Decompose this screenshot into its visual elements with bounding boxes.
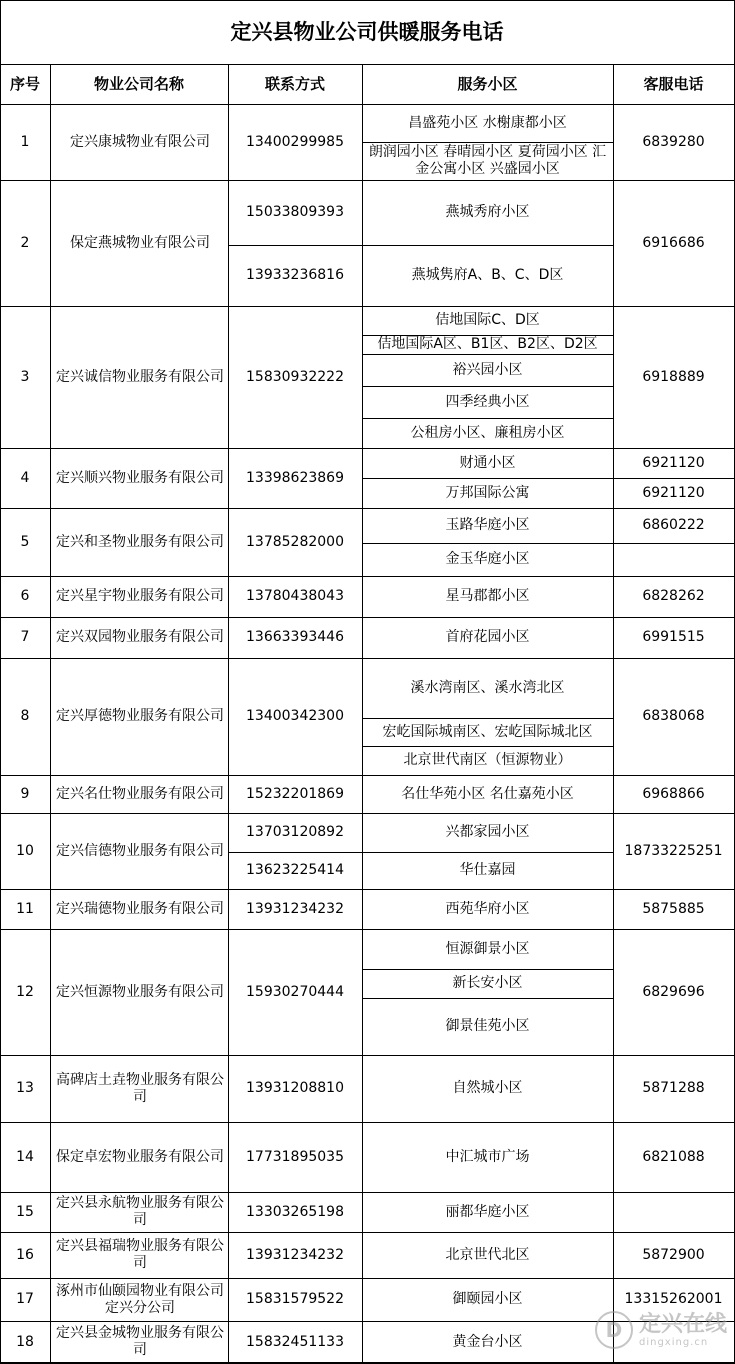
row-13-community <box>366 1055 609 1122</box>
row-17-number <box>0 1278 50 1321</box>
row-1-community <box>366 104 609 142</box>
row-12-community-text: 御景佳苑小区 <box>445 1018 530 1034</box>
row-9-service-phone <box>613 775 734 813</box>
row-12-service-phone <box>613 929 734 1055</box>
row-17-company-text: 涿州市仙颐园物业有限公司定兴分公司 <box>56 1282 224 1316</box>
row-4-community <box>366 448 609 478</box>
row-3-service-phone <box>613 306 734 448</box>
row-13-company <box>56 1055 224 1122</box>
table-title-text: 定兴县物业公司供暖服务电话 <box>230 19 504 44</box>
row-13-community-text: 自然城小区 <box>452 1080 523 1096</box>
row-11-service-phone-text: 5875885 <box>642 900 705 917</box>
row-12-contact-phone-text: 15930270444 <box>246 983 344 1000</box>
row-8-service-phone <box>613 658 734 775</box>
row-18-community <box>366 1321 609 1363</box>
row-11-contact-phone <box>228 889 362 929</box>
row-12-community-text: 恒源御景小区 <box>445 940 530 957</box>
row-2-contact-phone-text: 13933236816 <box>246 267 344 283</box>
row-14-company-text: 保定卓宏物业服务有限公司 <box>56 1148 224 1165</box>
row-12-number <box>0 929 50 1055</box>
row-10-community <box>366 813 609 852</box>
row-8-community-text: 宏屹国际城南区、宏屹国际城北区 <box>382 723 593 740</box>
row-8-community-text: 溪水湾南区、溪水湾北区 <box>410 679 565 696</box>
row-16-company <box>56 1232 224 1278</box>
header-no-text: 序号 <box>9 74 40 93</box>
row-5-service-phone-text: 6860222 <box>642 517 705 533</box>
row-5-service-phone <box>613 508 734 543</box>
row-2-community <box>366 245 609 306</box>
row-17-community-text: 御颐园小区 <box>452 1291 523 1307</box>
header-community-text: 服务小区 <box>457 74 518 93</box>
row-10-community <box>366 852 609 889</box>
row-13-number <box>0 1055 50 1122</box>
row-7-community-text: 首府花园小区 <box>445 629 530 645</box>
row-4-community-text: 万邦国际公寓 <box>445 484 530 501</box>
row-18-number <box>0 1321 50 1363</box>
row-3-number <box>0 306 50 448</box>
row-7-community <box>366 617 609 658</box>
row-16-company-text: 定兴县福瑞物业服务有限公司 <box>56 1238 224 1271</box>
row-11-company-text: 定兴瑞德物业服务有限公司 <box>56 900 224 917</box>
row-15-service-phone <box>613 1192 734 1232</box>
row-6-number-text: 6 <box>20 588 30 604</box>
row-8-number <box>0 658 50 775</box>
row-11-community-text: 西苑华府小区 <box>445 900 530 917</box>
row-13-service-phone-text: 5871288 <box>642 1080 705 1096</box>
row-9-contact-phone <box>228 775 362 813</box>
row-16-service-phone <box>613 1232 734 1278</box>
row-14-service-phone <box>613 1122 734 1192</box>
row-10-service-phone-text: 18733225251 <box>624 842 723 859</box>
row-11-number <box>0 889 50 929</box>
row-7-company <box>56 617 224 658</box>
row-13-company-text: 高碑店土垚物业服务有限公司 <box>56 1071 224 1105</box>
row-9-service-phone-text: 6968866 <box>642 785 705 802</box>
row-4-community <box>366 478 609 508</box>
row-12-company <box>56 929 224 1055</box>
row-13-contact-phone-text: 13931208810 <box>246 1080 344 1096</box>
row-10-company-text: 定兴信德物业服务有限公司 <box>56 842 224 859</box>
header-contact-text: 联系方式 <box>264 74 325 93</box>
row-18-contact-phone <box>228 1321 362 1363</box>
row-4-contact-phone <box>228 448 362 508</box>
row-1-company <box>56 104 224 180</box>
header-community <box>362 64 613 104</box>
watermark-site: dingxing.cn <box>638 1336 709 1348</box>
row-10-community-text: 兴都家园小区 <box>445 824 530 840</box>
row-12-community <box>366 929 609 969</box>
row-7-number <box>0 617 50 658</box>
row-8-company <box>56 658 224 775</box>
row-16-number <box>0 1232 50 1278</box>
row-3-community <box>366 306 609 335</box>
row-10-service-phone <box>613 813 734 889</box>
row-13-service-phone <box>613 1055 734 1122</box>
row-12-number-text: 12 <box>16 983 34 1000</box>
row-4-service-phone <box>613 478 734 508</box>
row-7-company-text: 定兴双园物业服务有限公司 <box>56 629 224 645</box>
row-5-number <box>0 508 50 576</box>
row-2-service-phone-text: 6916686 <box>642 234 705 251</box>
row-3-contact-phone-text: 15830932222 <box>246 368 344 385</box>
row-6-community <box>366 576 609 617</box>
row-15-company-text: 定兴县永航物业服务有限公司 <box>56 1195 224 1228</box>
row-2-community-text: 燕城隽府A、B、C、D区 <box>411 267 564 283</box>
row-10-contact-phone-text: 13703120892 <box>246 824 344 840</box>
row-4-company <box>56 448 224 508</box>
row-2-company-text: 保定燕城物业有限公司 <box>70 234 210 251</box>
row-2-contact-phone-text: 15033809393 <box>246 204 344 220</box>
row-1-service-phone-text: 6839280 <box>642 133 705 150</box>
row-1-contact-phone <box>228 104 362 180</box>
row-2-community-text: 燕城秀府小区 <box>445 204 530 220</box>
row-5-number-text: 5 <box>20 533 30 550</box>
row-6-service-phone-text: 6828262 <box>642 588 705 604</box>
row-16-contact-phone <box>228 1232 362 1278</box>
row-11-number-text: 11 <box>16 900 34 917</box>
row-7-contact-phone <box>228 617 362 658</box>
row-11-contact-phone-text: 13931234232 <box>246 900 344 917</box>
row-9-number <box>0 775 50 813</box>
row-9-number-text: 9 <box>20 785 30 802</box>
row-17-number-text: 17 <box>16 1291 34 1307</box>
row-12-community <box>366 969 609 998</box>
row-12-community <box>366 998 609 1055</box>
row-14-contact-phone <box>228 1122 362 1192</box>
row-15-community-text: 丽都华庭小区 <box>445 1203 530 1220</box>
row-18-company <box>56 1321 224 1363</box>
row-14-company <box>56 1122 224 1192</box>
row-5-service-phone <box>613 543 734 576</box>
row-18-contact-phone-text: 15832451133 <box>246 1333 344 1350</box>
row-5-community-text: 金玉华庭小区 <box>445 551 530 567</box>
column-line-1 <box>50 64 51 1363</box>
header-company <box>50 64 228 104</box>
row-14-community-text: 中汇城市广场 <box>445 1148 530 1165</box>
row-3-company <box>56 306 224 448</box>
row-9-community <box>366 775 609 813</box>
row-12-service-phone-text: 6829696 <box>642 983 705 1000</box>
row-18-number-text: 18 <box>16 1333 34 1350</box>
row-3-community <box>366 354 609 386</box>
row-1-service-phone <box>613 104 734 180</box>
row-18-community-text: 黄金台小区 <box>452 1333 523 1350</box>
row-8-contact-phone <box>228 658 362 775</box>
watermark-name: 定兴在线 <box>638 1311 727 1337</box>
row-6-company <box>56 576 224 617</box>
row-4-service-phone-text: 6921120 <box>642 454 705 471</box>
row-2-service-phone <box>613 180 734 306</box>
row-17-community <box>366 1278 609 1321</box>
row-2-company <box>56 180 224 306</box>
row-3-company-text: 定兴诚信物业服务有限公司 <box>56 368 224 385</box>
row-14-community <box>366 1122 609 1192</box>
row-3-number-text: 3 <box>20 368 30 385</box>
row-14-contact-phone-text: 17731895035 <box>246 1148 344 1165</box>
row-1-number-text: 1 <box>20 133 30 150</box>
row-14-number-text: 14 <box>16 1148 34 1165</box>
row-4-service-phone-text: 6921120 <box>642 484 705 501</box>
row-6-community-text: 星马郡都小区 <box>445 588 530 604</box>
row-12-contact-phone <box>228 929 362 1055</box>
table-title <box>0 0 734 64</box>
row-17-contact-phone-text: 15831579522 <box>246 1291 344 1307</box>
row-2-number <box>0 180 50 306</box>
row-5-company <box>56 508 224 576</box>
row-9-company <box>56 775 224 813</box>
row-10-contact-phone <box>228 813 362 852</box>
row-10-number-text: 10 <box>16 842 34 859</box>
watermark <box>595 1311 727 1349</box>
row-1-contact-phone-text: 13400299985 <box>246 133 344 150</box>
row-15-contact-phone <box>228 1192 362 1232</box>
row-1-community-text: 朗润园小区 春晴园小区 夏荷园小区 汇金公寓小区 兴盛园小区 <box>368 144 607 177</box>
row-15-number <box>0 1192 50 1232</box>
row-16-community-text: 北京世代北区 <box>445 1246 530 1263</box>
row-12-community-text: 新长安小区 <box>452 975 523 991</box>
row-14-number <box>0 1122 50 1192</box>
row-5-company-text: 定兴和圣物业服务有限公司 <box>56 533 224 550</box>
row-2-community <box>366 180 609 245</box>
row-14-service-phone-text: 6821088 <box>642 1148 705 1165</box>
row-10-company <box>56 813 224 889</box>
row-3-community-text: 佶地国际C、D区 <box>435 312 540 328</box>
row-9-company-text: 定兴名仕物业服务有限公司 <box>56 785 224 802</box>
row-10-number <box>0 813 50 889</box>
row-5-contact-phone <box>228 508 362 576</box>
row-3-community <box>366 335 609 354</box>
row-1-number <box>0 104 50 180</box>
row-6-number <box>0 576 50 617</box>
row-9-contact-phone-text: 15232201869 <box>246 785 344 802</box>
header-no <box>0 64 50 104</box>
row-16-contact-phone-text: 13931234232 <box>246 1246 344 1263</box>
row-4-service-phone <box>613 448 734 478</box>
row-6-company-text: 定兴星宇物业服务有限公司 <box>56 588 224 604</box>
row-10-contact-phone-text: 13623225414 <box>246 862 344 878</box>
row-1-community-text: 昌盛苑小区 水榭康都小区 <box>408 114 567 131</box>
row-4-number-text: 4 <box>20 469 30 486</box>
header-company-text: 物业公司名称 <box>93 74 184 93</box>
row-3-contact-phone <box>228 306 362 448</box>
row-16-service-phone-text: 5872900 <box>642 1246 705 1263</box>
row-6-contact-phone <box>228 576 362 617</box>
row-15-community <box>366 1192 609 1232</box>
site-logo-icon: D <box>595 1311 633 1349</box>
row-3-community <box>366 386 609 418</box>
row-11-company <box>56 889 224 929</box>
row-8-community <box>366 746 609 775</box>
row-3-community-text: 四季经典小区 <box>445 393 530 410</box>
row-1-community <box>366 142 609 180</box>
row-12-company-text: 定兴恒源物业服务有限公司 <box>56 983 224 1000</box>
row-3-community-text: 佶地国际A区、B1区、B2区、D2区 <box>377 336 598 352</box>
row-18-company-text: 定兴县金城物业服务有限公司 <box>56 1325 224 1358</box>
row-4-contact-phone-text: 13398623869 <box>246 469 344 486</box>
row-7-number-text: 7 <box>20 629 30 645</box>
row-10-community-text: 华仕嘉园 <box>459 862 516 878</box>
row-8-number-text: 8 <box>20 708 30 724</box>
row-15-company <box>56 1192 224 1232</box>
row-5-contact-phone-text: 13785282000 <box>246 533 344 550</box>
row-17-service-phone-text: 13315262001 <box>624 1291 723 1307</box>
row-2-contact-phone <box>228 180 362 245</box>
header-contact <box>228 64 362 104</box>
header-service-text: 客服电话 <box>643 74 704 93</box>
row-5-community <box>366 508 609 543</box>
row-11-community <box>366 889 609 929</box>
row-6-contact-phone-text: 13780438043 <box>246 588 344 604</box>
row-7-service-phone <box>613 617 734 658</box>
row-2-number-text: 2 <box>20 234 30 251</box>
row-4-community-text: 财通小区 <box>459 454 516 471</box>
row-13-number-text: 13 <box>16 1080 34 1096</box>
row-2-contact-phone <box>228 245 362 306</box>
row-5-community-text: 玉路华庭小区 <box>445 517 530 533</box>
row-4-company-text: 定兴顺兴物业服务有限公司 <box>56 469 224 486</box>
row-7-service-phone-text: 6991515 <box>642 629 705 645</box>
row-15-contact-phone-text: 13303265198 <box>246 1203 344 1220</box>
row-16-number-text: 16 <box>16 1246 34 1263</box>
row-15-number-text: 15 <box>16 1203 34 1220</box>
row-1-company-text: 定兴康城物业有限公司 <box>70 133 210 150</box>
row-8-community <box>366 658 609 718</box>
row-3-community-text: 裕兴园小区 <box>452 361 523 378</box>
row-3-community-text: 公租房小区、廉租房小区 <box>410 424 565 441</box>
header-service <box>613 64 734 104</box>
row-7-contact-phone-text: 13663393446 <box>246 629 344 645</box>
row-13-contact-phone <box>228 1055 362 1122</box>
row-10-contact-phone <box>228 852 362 889</box>
row-8-company-text: 定兴厚德物业服务有限公司 <box>56 708 224 724</box>
column-line-3 <box>362 64 363 1363</box>
row-8-contact-phone-text: 13400342300 <box>246 708 344 724</box>
row-9-community-text: 名仕华苑小区 名仕嘉苑小区 <box>401 785 574 802</box>
row-17-company <box>56 1278 224 1321</box>
row-4-number <box>0 448 50 508</box>
row-6-service-phone <box>613 576 734 617</box>
row-8-community-text: 北京世代南区（恒源物业） <box>403 752 572 768</box>
row-11-service-phone <box>613 889 734 929</box>
row-8-community <box>366 718 609 746</box>
row-5-community <box>366 543 609 576</box>
row-16-community <box>366 1232 609 1278</box>
row-17-contact-phone <box>228 1278 362 1321</box>
row-3-community <box>366 418 609 448</box>
row-8-service-phone-text: 6838068 <box>642 708 705 724</box>
row-3-service-phone-text: 6918889 <box>642 368 705 385</box>
